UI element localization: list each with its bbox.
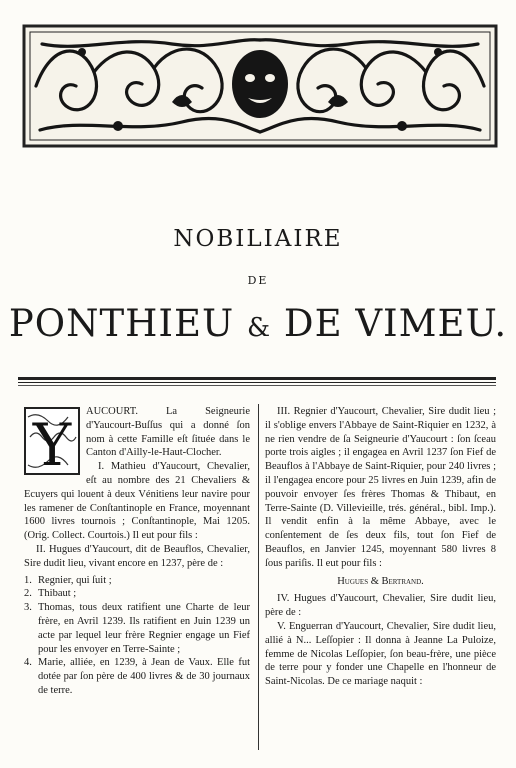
paragraph-ii-hugues: II. Hugues d'Yaucourt, dit de Beauflos, Chevalier, Sire dudit lieu, vivant encore en 1237, père de : <box>24 543 250 569</box>
page-title <box>0 302 516 345</box>
title-vimeu: DE VIMEU. <box>271 302 508 345</box>
paragraph-iii-regnier: III. Regnier d'Yaucourt, Chevalier, Sire dudit lieu ; il s'oblige envers l'Abbaye de Saint-Riquier en 1232, à ne rien vendre de ſa Seigneurie d'Yaucourt : ſon ſceau porte trois aigles ; il engagea en Avril 1237 ſon Fief de Beauflos à l'Abbaye de Saint-Riquier, pour 240 livres ; il l'engagea encore pour 25 livres en Juin 1239, afin de pouvoir envoyer ſes frères Thomas & Thibaut, en Terre-Sainte (D. Villevieille, trés. général., bibl. Imp.). Il vendit enfin à la même Abbaye, avec le conſentement de ſes deux fils, tout ſon Fief de Beauflos, en Janvier 1245, moyennant 580 livres 8 ſous pariſis. Il eut pour fils : <box>265 406 496 569</box>
list-item: 1. Regnier, qui ſuit ; <box>24 574 112 586</box>
ornamental-headpiece <box>22 22 498 150</box>
column-divider <box>258 404 259 750</box>
paragraph-iv-hugues: IV. Hugues d'Yaucourt, Chevalier, Sire dudit lieu, père de : <box>265 593 496 619</box>
paragraph-v-enguerran: V. Enguerran d'Yaucourt, Chevalier, Sire dudit lieu, allié à N... Leſſopier : Il donna à Jeanne La Puloize, femme de Nicolas Leſſopier, ſon beau-frère, une pièce de terre pour y fonder une Chapelle en l'honneur de Saint-Nicolas. De ce mariage naquit : <box>265 620 496 688</box>
title-rule-hair <box>18 385 496 386</box>
dropcap-y <box>24 407 80 475</box>
list-item: 3. Thomas, tous deux ratifient une Charte de leur frère, en Avril 1239. Ils ratifient en Juin 1239 un acte par lequel leur frère Regnier engage un Fief pour les envoyer en Terre-Sainte ; <box>24 602 250 655</box>
svg-text:Y: Y <box>32 411 72 475</box>
list-item: 2. Thibaut ; <box>24 588 77 600</box>
right-column <box>265 405 496 689</box>
list-item: 4. Marie, alliée, en 1239, à Jean de Vaux. Elle fut dotée par ſon père de 400 livres & de 30 journaux de terre. <box>24 657 250 696</box>
title-rule-thin <box>18 382 496 383</box>
children-list <box>24 574 250 698</box>
title-rule-thick <box>18 377 496 380</box>
paragraph-i-mathieu: I. Mathieu d'Yaucourt, Chevalier, eſt au nombre des 21 Chevaliers & Ecuyers qui louent à deux Vénitiens leur navire pour les ramener de Conſtantinople en France, moyennant 1600 livres tournois ; Conſtantinople, Mai 1205. (Orig. Collect. Courtois.) Il eut pour fils : <box>24 461 250 542</box>
title-ponthieu: PONTHIEU <box>8 302 247 345</box>
title-nobiliaire: NOBILIAIRE <box>173 226 343 252</box>
title-ampersand: & <box>246 313 272 343</box>
intro-paragraph: AUCOURT. La Seigneurie d'Yaucourt-Buſſus qui a donné ſon nom à cette Famille eſt ſituée dans le Canton d'Ailly-le-Haut-Clocher. <box>86 406 250 459</box>
sons-names: Hugues & Bertrand. <box>337 575 424 587</box>
title-de: DE <box>247 274 269 287</box>
left-column <box>24 405 250 698</box>
